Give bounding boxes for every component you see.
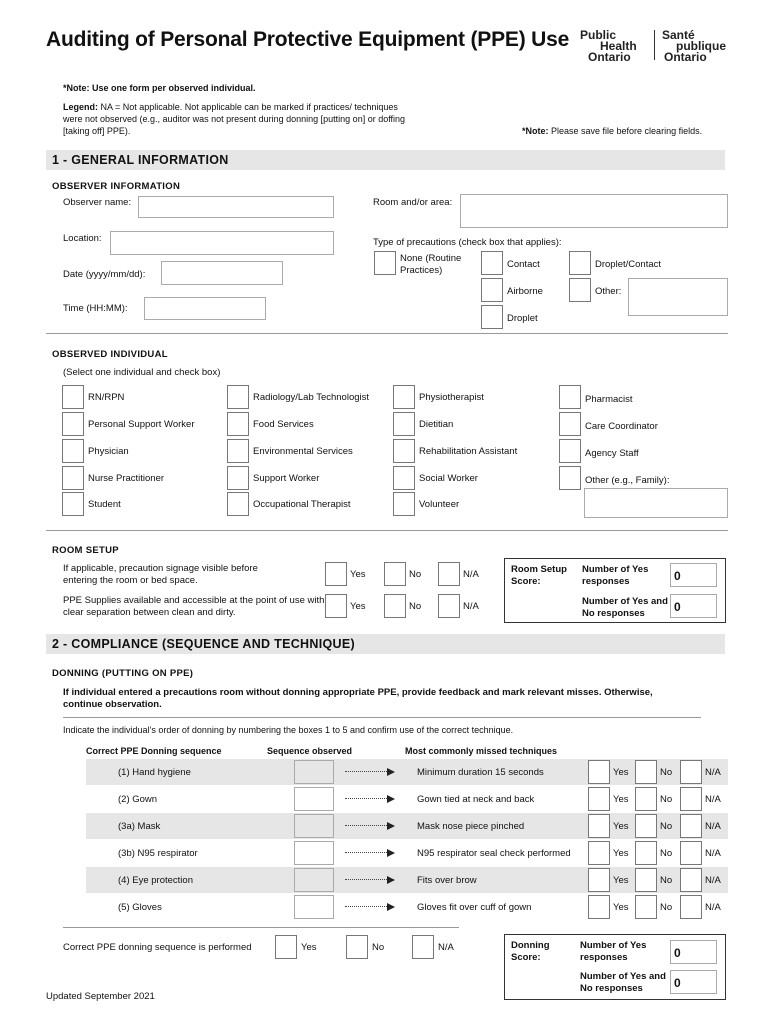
observer-name-field[interactable] [138,196,334,218]
technique-na-label: N/A [705,821,721,832]
col-sequence-observed: Sequence observed [267,746,353,756]
precaution-other-checkbox[interactable] [569,278,591,302]
divider [46,333,728,334]
individual-checkbox[interactable] [62,466,84,490]
sequence-observed-field[interactable] [294,868,334,892]
donning-step-label: (4) Eye protection [118,875,193,886]
sequence-observed-field[interactable] [294,841,334,865]
individual-label: Radiology/Lab Technologist [253,392,370,403]
room-setup-q2: PPE Supplies available and accessible at the point of use with clear separation between clean and dirty. [63,595,325,618]
logo-en-line1: Public [580,28,617,42]
sequence-na-label: N/A [438,942,454,953]
arrow-icon [345,903,395,911]
technique-label: Minimum duration 15 seconds [417,767,544,778]
individual-label: Support Worker [253,473,320,484]
technique-yes-label: Yes [613,875,629,886]
note2-label: *Note: [522,126,549,136]
divider [46,530,728,531]
legend-label: Legend: [63,102,98,112]
donning-score-label: Donning Score: [511,940,550,963]
observer-information-heading: OBSERVER INFORMATION [52,181,181,192]
precautions-label: Type of precautions (check box that applies): [373,237,562,248]
logo-en-line2: Health [600,39,637,53]
technique-no-label: No [660,821,673,832]
precaution-droplet-checkbox[interactable] [481,305,503,329]
donning-step-label: (3b) N95 respirator [118,848,198,859]
individual-checkbox[interactable] [227,492,249,516]
individual-label: Personal Support Worker [88,419,195,430]
donning-heading: DONNING (PUTTING ON PPE) [52,668,194,679]
q2-no-checkbox[interactable] [384,594,406,618]
sequence-observed-field[interactable] [294,787,334,811]
donning-num-yes-no-label: Number of Yes and No responses [580,971,666,994]
technique-no-checkbox[interactable] [635,895,657,919]
technique-na-label: N/A [705,848,721,859]
individual-label: RN/RPN [88,392,125,403]
donning-num-yes-field[interactable]: 0 [670,940,717,964]
precaution-droplet-contact-checkbox[interactable] [569,251,591,275]
room-area-field[interactable] [460,194,728,228]
logo-fr-line3: Ontario [664,50,707,64]
public-health-ontario-logo [580,30,730,64]
individual-checkbox[interactable] [227,466,249,490]
sequence-observed-field[interactable] [294,895,334,919]
individual-label: Social Worker [419,473,478,484]
observed-instruction: (Select one individual and check box) [63,367,221,378]
individual-checkbox[interactable] [393,492,415,516]
arrow-icon [345,768,395,776]
technique-yes-label: Yes [613,767,629,778]
room-area-label: Room and/or area: [373,197,453,208]
logo-fr-line1: Santé [662,28,695,42]
q2-no-label: No [409,601,422,612]
precaution-airborne-label: Airborne [507,286,543,297]
individual-checkbox[interactable] [227,385,249,409]
individual-label: Rehabilitation Assistant [419,446,518,457]
q2-na-checkbox[interactable] [438,594,460,618]
sequence-yes-label: Yes [301,942,317,953]
room-setup-num-yes-label: Number of Yes responses [582,564,649,587]
individual-label: Dietitian [419,419,454,430]
donning-step-label: (5) Gloves [118,902,162,913]
precaution-contact-label: Contact [507,259,540,270]
individual-label: Physician [88,446,129,457]
technique-no-checkbox[interactable] [635,787,657,811]
technique-na-checkbox[interactable] [680,841,702,865]
footer-updated: Updated September 2021 [46,991,155,1002]
logo-en-line3: Ontario [588,50,631,64]
technique-no-label: No [660,848,673,859]
legend-text: NA = Not applicable. Not applicable can be marked if practices/ techniques were not observed (e.g., auditor was not present during donning [putting on] or doffing [taking off] PPE). [63,102,406,136]
row-shading [86,813,728,839]
technique-yes-checkbox[interactable] [588,841,610,865]
col-missed-techniques: Most commonly missed techniques [405,746,558,756]
precaution-contact-checkbox[interactable] [481,251,503,275]
time-label: Time (HH:MM): [63,303,128,314]
room-setup-num-yes-field[interactable]: 0 [670,563,717,587]
individual-label: Student [88,499,121,510]
individual-label: Pharmacist [585,394,633,405]
location-label: Location: [63,233,102,244]
individual-checkbox[interactable] [62,385,84,409]
arrow-icon [345,849,395,857]
page-title: Auditing of Personal Protective Equipment (PPE) Use [46,28,570,51]
room-setup-num-yes-no-field[interactable]: 0 [670,594,717,618]
individual-checkbox[interactable] [62,439,84,463]
location-field[interactable] [110,231,334,255]
precaution-droplet-contact-label: Droplet/Contact [595,259,662,270]
precaution-other-label: Other: [595,286,622,297]
technique-na-label: N/A [705,875,721,886]
donning-indicate: Indicate the individual’s order of donning by numbering the boxes 1 to 5 and confirm use of the correct technique. [63,725,514,735]
technique-yes-label: Yes [613,794,629,805]
time-field[interactable] [144,297,266,320]
individual-checkbox[interactable] [393,439,415,463]
sequence-observed-field[interactable] [294,760,334,784]
technique-na-checkbox[interactable] [680,895,702,919]
individual-label: Physiotherapist [419,392,484,403]
donning-num-yes-label: Number of Yes responses [580,940,647,963]
technique-na-checkbox[interactable] [680,868,702,892]
technique-yes-label: Yes [613,902,629,913]
room-setup-q1: If applicable, precaution signage visible before entering the room or bed space. [63,563,258,586]
q1-na-label: N/A [463,569,479,580]
q1-yes-label: Yes [350,569,366,580]
technique-label: Fits over brow [417,875,477,886]
technique-na-checkbox[interactable] [680,760,702,784]
donning-step-label: (3a) Mask [118,821,161,832]
technique-no-label: No [660,794,673,805]
individual-checkbox[interactable] [559,412,581,436]
q2-yes-label: Yes [350,601,366,612]
donning-step-label: (1) Hand hygiene [118,767,191,778]
individual-checkbox[interactable] [393,412,415,436]
technique-no-label: No [660,767,673,778]
donning-instruction: If individual entered a precautions room without donning appropriate PPE, provide feedback and mark relevant misses. Otherwise, continue observation. [63,687,653,710]
date-label: Date (yyyy/mm/dd): [63,269,146,280]
sequence-no-checkbox[interactable] [346,935,368,959]
room-setup-num-yes-no-label: Number of Yes and No responses [582,596,668,619]
technique-na-checkbox[interactable] [680,787,702,811]
technique-label: Gloves fit over cuff of gown [417,902,532,913]
technique-no-checkbox[interactable] [635,814,657,838]
precaution-none-label: None (Routine Practices) [400,253,462,276]
technique-na-label: N/A [705,767,721,778]
technique-label: Mask nose piece pinched [417,821,525,832]
technique-na-label: N/A [705,794,721,805]
donning-num-yes-no-field[interactable]: 0 [670,970,717,994]
donning-step-label: (2) Gown [118,794,158,805]
technique-yes-checkbox[interactable] [588,895,610,919]
room-setup-score-label: Room Setup Score: [511,564,567,587]
q1-na-checkbox[interactable] [438,562,460,586]
technique-na-label: N/A [705,902,721,913]
arrow-icon [345,822,395,830]
section-compliance: 2 - COMPLIANCE (SEQUENCE AND TECHNIQUE) [46,634,725,654]
individual-checkbox[interactable] [559,466,581,490]
technique-no-checkbox[interactable] [635,760,657,784]
precaution-none-checkbox[interactable] [374,251,396,275]
individual-label: Volunteer [419,499,460,510]
other-individual-field[interactable] [584,488,728,518]
individual-label: Food Services [253,419,314,430]
individual-label: Agency Staff [585,448,639,459]
q2-yes-checkbox[interactable] [325,594,347,618]
individual-checkbox[interactable] [393,466,415,490]
q1-no-checkbox[interactable] [384,562,406,586]
technique-na-checkbox[interactable] [680,814,702,838]
divider [63,927,459,928]
date-field[interactable] [161,261,283,285]
sequence-observed-field[interactable] [294,814,334,838]
observed-individual-heading: OBSERVED INDIVIDUAL [52,349,168,360]
technique-yes-checkbox[interactable] [588,760,610,784]
arrow-icon [345,795,395,803]
technique-yes-label: Yes [613,848,629,859]
q1-yes-checkbox[interactable] [325,562,347,586]
individual-label: Environmental Services [253,446,353,457]
sequence-question: Correct PPE donning sequence is performed [63,942,252,953]
individual-label: Occupational Therapist [253,499,351,510]
individual-label: Nurse Practitioner [88,473,165,484]
note-one-form: *Note: Use one form per observed individual. [63,83,256,93]
q2-na-label: N/A [463,601,479,612]
precaution-other-field[interactable] [628,278,728,316]
technique-label: Gown tied at neck and back [417,794,535,805]
individual-checkbox[interactable] [559,439,581,463]
individual-checkbox[interactable] [227,439,249,463]
individual-checkbox[interactable] [227,412,249,436]
note-save-file [522,126,702,136]
note2-text: Please save file before clearing fields. [548,126,703,136]
technique-yes-label: Yes [613,821,629,832]
col-correct-sequence: Correct PPE Donning sequence [86,746,222,756]
technique-no-label: No [660,875,673,886]
logo-fr-line2: publique [676,39,726,53]
technique-yes-checkbox[interactable] [588,787,610,811]
technique-no-label: No [660,902,673,913]
section-general-information: 1 - GENERAL INFORMATION [46,150,725,170]
legend [63,101,408,137]
technique-yes-checkbox[interactable] [588,868,610,892]
individual-label: Care Coordinator [585,421,658,432]
precaution-airborne-checkbox[interactable] [481,278,503,302]
divider [63,717,701,718]
sequence-yes-checkbox[interactable] [275,935,297,959]
individual-checkbox[interactable] [393,385,415,409]
individual-checkbox[interactable] [559,385,581,409]
individual-checkbox[interactable] [62,412,84,436]
technique-no-checkbox[interactable] [635,841,657,865]
sequence-no-label: No [372,942,385,953]
precaution-droplet-label: Droplet [507,313,538,324]
individual-label: Other (e.g., Family): [585,475,670,486]
room-setup-heading: ROOM SETUP [52,545,119,556]
technique-no-checkbox[interactable] [635,868,657,892]
technique-label: N95 respirator seal check performed [417,848,571,859]
individual-checkbox[interactable] [62,492,84,516]
technique-yes-checkbox[interactable] [588,814,610,838]
sequence-na-checkbox[interactable] [412,935,434,959]
observer-name-label: Observer name: [63,197,132,208]
q1-no-label: No [409,569,422,580]
arrow-icon [345,876,395,884]
